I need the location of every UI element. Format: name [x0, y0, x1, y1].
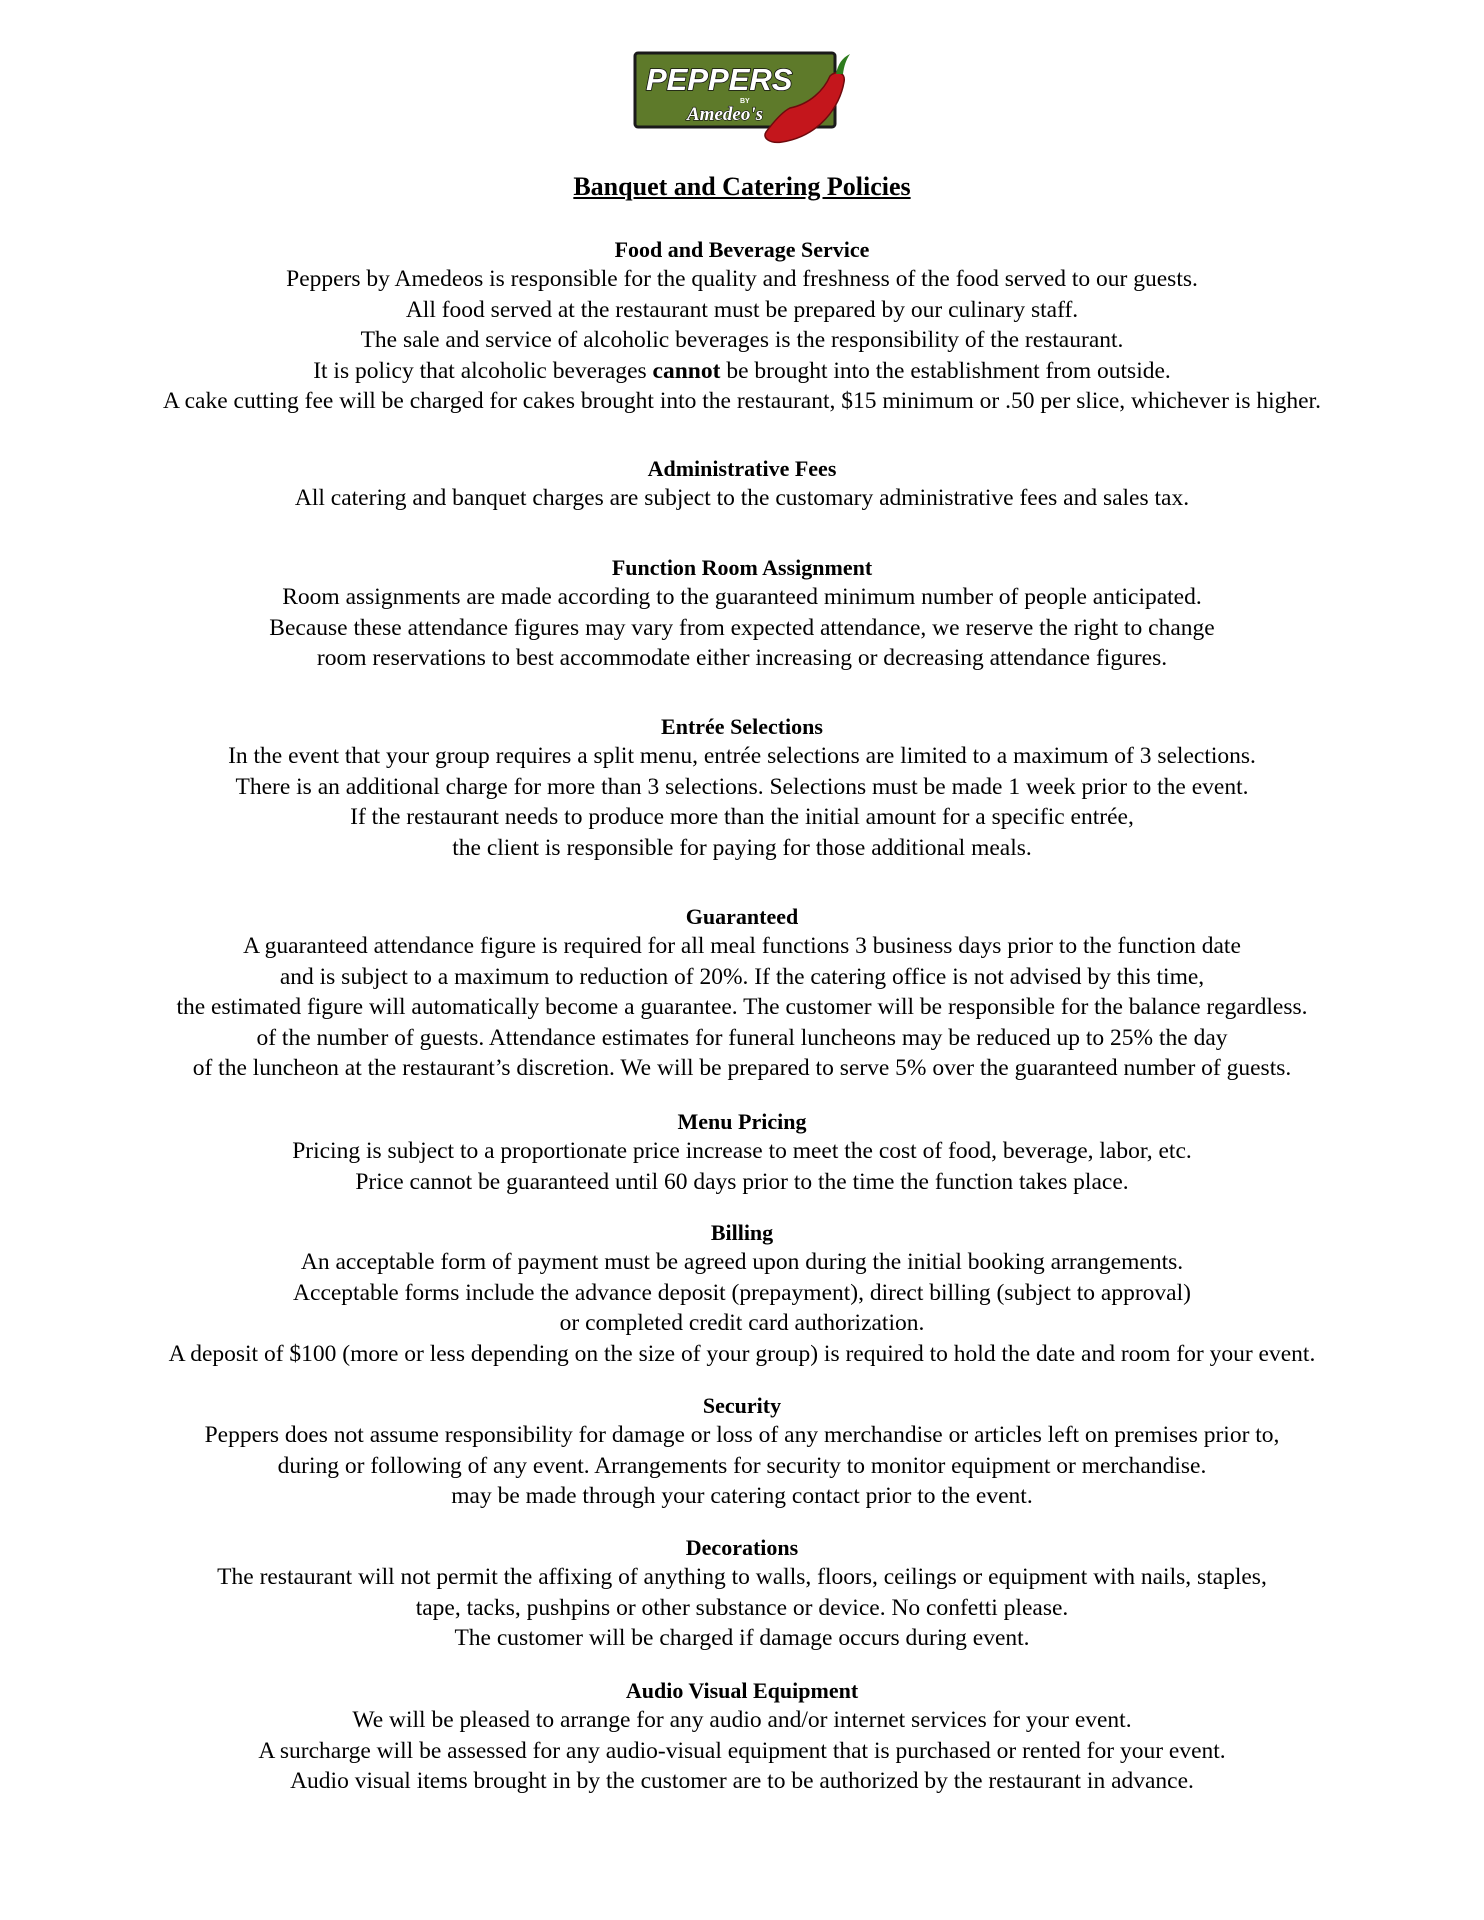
policy-line-alcohol	[0, 356, 1484, 387]
policy-line: tape, tacks, pushpins or other substance or device. No confetti please.	[415, 1594, 1069, 1621]
policy-line: Acceptable forms include the advance deposit (prepayment), direct billing (subject to approval)	[293, 1279, 1191, 1306]
policy-line: room reservations to best accommodate either increasing or decreasing attendance figures.	[316, 645, 1168, 671]
section-security	[0, 1392, 1484, 1512]
policy-line: of the luncheon at the restaurant’s discretion. We will be prepared to serve 5% over the guaranteed number of guests.	[192, 1055, 1292, 1081]
section-heading: Function Room Assignment	[611, 555, 873, 580]
section-heading: Menu Pricing	[677, 1109, 807, 1134]
policy-line: The customer will be charged if damage occurs during event.	[454, 1625, 1030, 1651]
policy-line: Audio visual items brought in by the customer are to be authorized by the restaurant in advance.	[290, 1768, 1194, 1794]
policy-line: during or following of any event. Arrangements for security to monitor equipment or merchandise.	[277, 1452, 1207, 1479]
policy-line: A deposit of $100 (more or less depending on the size of your group) is required to hold the date and room for your event.	[168, 1340, 1316, 1367]
policy-line: There is an additional charge for more than 3 selections. Selections must be made 1 week prior to the event.	[235, 773, 1249, 800]
section-audio-visual	[0, 1677, 1484, 1797]
policy-line: An acceptable form of payment must be agreed upon during the initial booking arrangements.	[300, 1249, 1184, 1275]
section-menu-pricing	[0, 1108, 1484, 1197]
policy-line: the client is responsible for paying for those additional meals.	[452, 834, 1032, 861]
policy-line: and is subject to a maximum to reduction of 20%. If the catering office is not advised by this time,	[279, 963, 1205, 990]
policy-line: All food served at the restaurant must be prepared by our culinary staff.	[405, 296, 1079, 323]
section-heading: Decorations	[685, 1535, 799, 1560]
policy-line: the estimated figure will automatically become a guarantee. The customer will be responsible for the balance regardless.	[176, 994, 1308, 1020]
section-heading: Guaranteed	[685, 904, 799, 929]
section-guaranteed	[0, 903, 1484, 1084]
logo-sub: Amedeo's	[687, 104, 763, 125]
policy-line: Price cannot be guaranteed until 60 days prior to the time the function takes place.	[355, 1168, 1129, 1195]
section-decorations	[0, 1534, 1484, 1654]
policy-line: If the restaurant needs to produce more than the initial amount for a specific entrée,	[350, 804, 1134, 830]
policy-line: may be made through your catering contact prior to the event.	[451, 1483, 1033, 1509]
section-heading: Administrative Fees	[647, 456, 837, 481]
section-food-beverage	[0, 236, 1484, 417]
policy-line: A surcharge will be assessed for any audio-visual equipment that is purchased or rented for your event.	[258, 1737, 1226, 1764]
policy-text: It is policy that alcoholic beverages	[313, 357, 653, 384]
policy-line: All catering and banquet charges are subject to the customary administrative fees and sales tax.	[294, 485, 1190, 511]
policy-line: Peppers by Amedeos is responsible for the quality and freshness of the food served to our guests.	[286, 266, 1198, 292]
policy-line: A cake cutting fee will be charged for cakes brought into the restaurant, $15 minimum or .50 per slice, whichever is higher.	[163, 388, 1321, 414]
peppers-logo	[632, 50, 862, 145]
pepper-stem-icon	[836, 54, 850, 74]
policy-text: be brought into the establishment from outside.	[720, 357, 1171, 384]
policy-line: Peppers does not assume responsibility for damage or loss of any merchandise or articles left on premises prior to,	[204, 1422, 1280, 1448]
policy-line: We will be pleased to arrange for any audio and/or internet services for your event.	[352, 1707, 1132, 1733]
policy-line: A guaranteed attendance figure is required for all meal functions 3 business days prior to the function date	[243, 933, 1241, 959]
policy-line: of the number of guests. Attendance estimates for funeral luncheons may be reduced up to 25% the day	[256, 1024, 1228, 1051]
policy-line: Because these attendance figures may vary from expected attendance, we reserve the right to change	[269, 614, 1215, 641]
section-heading: Entrée Selections	[661, 714, 823, 739]
policy-line: The restaurant will not permit the affixing of anything to walls, floors, ceilings or equipment with nails, staples,	[217, 1564, 1267, 1590]
policy-emphasis: cannot	[652, 357, 721, 384]
section-function-room	[0, 554, 1484, 674]
policy-line: or completed credit card authorization.	[559, 1310, 925, 1336]
logo-by: BY	[740, 98, 750, 105]
policy-line: In the event that your group requires a split menu, entrée selections are limited to a maximum of 3 selections.	[228, 743, 1256, 769]
section-heading: Billing	[710, 1220, 774, 1245]
section-heading: Food and Beverage Service	[614, 237, 870, 262]
policy-line: Pricing is subject to a proportionate price increase to meet the cost of food, beverage, labor, etc.	[292, 1138, 1192, 1164]
section-heading: Security	[702, 1393, 782, 1418]
section-billing	[0, 1219, 1484, 1369]
section-administrative-fees	[0, 455, 1484, 514]
section-entree-selections	[0, 713, 1484, 863]
section-heading: Audio Visual Equipment	[625, 1678, 859, 1703]
page-title: Banquet and Catering Policies	[573, 172, 911, 201]
policy-line: Room assignments are made according to the guaranteed minimum number of people anticipated.	[282, 584, 1202, 610]
policy-line: The sale and service of alcoholic beverages is the responsibility of the restaurant.	[360, 327, 1124, 353]
logo-brand: PEPPERS	[646, 62, 793, 97]
